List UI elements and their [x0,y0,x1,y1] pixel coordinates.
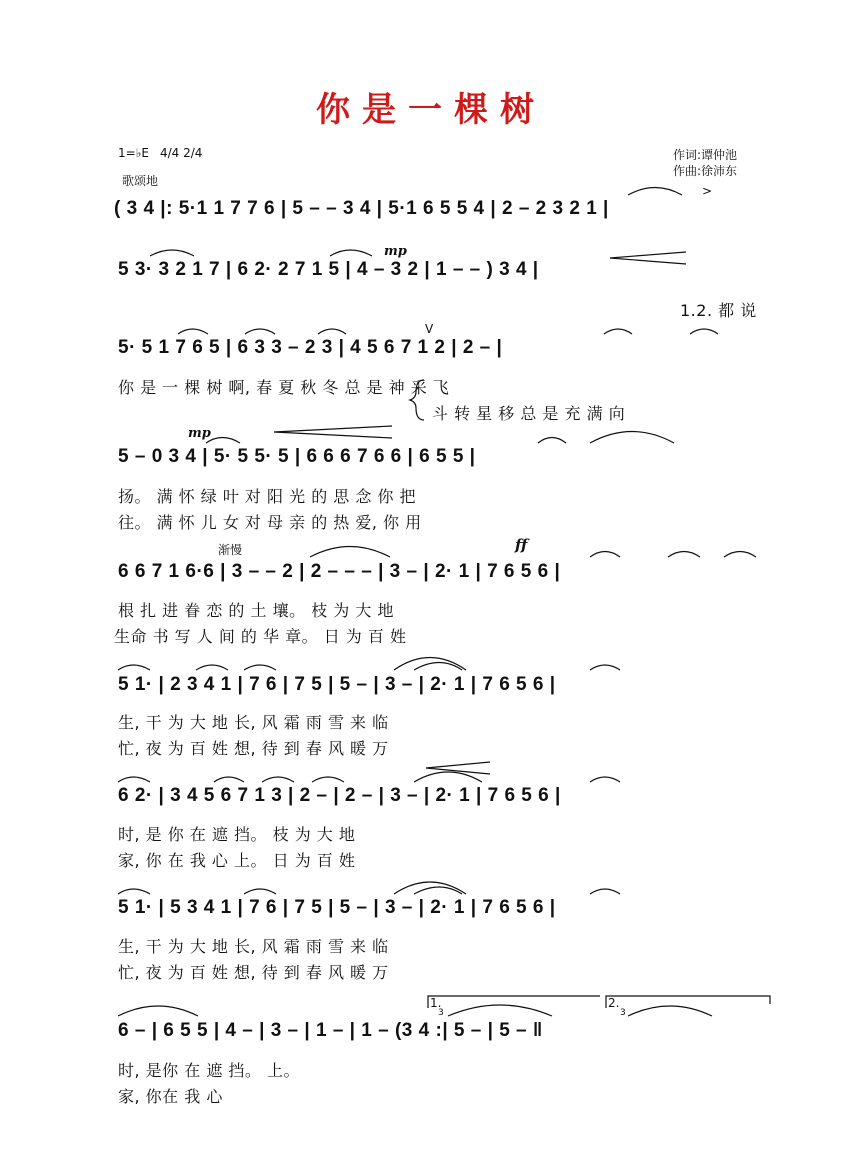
score-row-2-lyric-1: 1.2. 都 说 [680,301,757,320]
slur [310,547,390,558]
score-row-1-notes: ( 3 4 |: 5·1 1 7 7 6 | 5 – – 3 4 | 5·1 6 5 5 4 | 2 – 2 3 2 1 | [114,198,609,219]
score-row-3-lyric-1: 你 是 一 棵 树 啊, 春 夏 秋 冬 总 是 神 采 飞 [118,378,450,397]
score-row-4-notes: 5 – 0 3 4 | 5· 5 5· 5 | 6 6 6 7 6 6 | 6 5 5 | [118,446,476,467]
dynamic-ff: ff [515,536,528,554]
slur [414,663,462,671]
slur [590,777,620,782]
score-row-6-notes: 5 1· | 2 3 4 1 | 7 6 | 7 5 | 5 – | 3 – | 2· 1 | 7 6 5 6 | [118,674,556,695]
slur [318,329,346,334]
lyricist-credit: 作词:谭仲池 [673,148,738,162]
slur [330,250,372,256]
slur [604,329,632,334]
slur [118,777,150,782]
slur [690,329,718,334]
slur [724,552,756,558]
dynamic-mp-1: mp [384,244,407,259]
slur [394,882,466,894]
slur [150,250,194,256]
page-title: 你是一棵树 [316,90,546,130]
score-row-4-lyric-2: 往。 满 怀 儿 女 对 母 亲 的 热 爱, 你 用 [118,513,422,532]
breath-mark: V [425,322,434,336]
score-row-4-lyric-1: 扬。 满 怀 绿 叶 对 阳 光 的 思 念 你 把 [118,487,417,506]
volta-bracket [606,996,770,1008]
slur [394,658,466,671]
slur [244,665,276,670]
score-row-6-lyric-1: 生, 干 为 大 地 长, 风 霜 雨 雪 来 临 [118,713,389,732]
score-row-6-lyric-2: 忙, 夜 为 百 姓 想, 待 到 春 风 暖 万 [118,739,389,758]
slur [590,432,674,444]
slur [312,777,344,782]
slur [628,188,682,196]
score-row-5-lyric-2: 生命 书 写 人 间 的 华 章。 日 为 百 姓 [114,627,407,646]
score-row-5-notes: 6 6 7 1 6·6 | 3 – – 2 | 2 – – – | 3 – | 2· 1 | 7 6 5 6 | [118,561,561,582]
score-row-8-lyric-2: 忙, 夜 为 百 姓 想, 待 到 春 风 暖 万 [118,963,389,982]
hairpin [426,762,490,774]
triplet-mark-2: 3 [620,1008,626,1018]
slur [590,665,620,670]
slur [196,665,228,670]
score-row-7-lyric-2: 家, 你 在 我 心 上。 日 为 百 姓 [118,851,356,870]
accent-mark: > [702,184,713,198]
key-signature: 1=♭E [118,146,149,160]
slur [590,552,620,558]
slur [414,772,482,782]
score-row-8-notes: 5 1· | 5 3 4 1 | 7 6 | 7 5 | 5 – | 3 – | 2· 1 | 7 6 5 6 | [118,897,556,918]
volta-bracket [428,996,600,1008]
volta-2-label: 2. [608,996,620,1010]
volta-1-label: 1. [430,996,442,1010]
slur [628,1006,712,1016]
score-row-9-lyric-1: 时, 是你 在 遮 挡。 上。 [118,1061,301,1080]
slur [668,552,700,558]
slur [244,889,276,894]
slur [414,887,462,894]
score-row-7-notes: 6 2· | 3 4 5 6 7 1 3 | 2 – | 2 – | 3 – | 2· 1 | 7 6 5 6 | [118,785,561,806]
slur [118,665,150,670]
hairpin [274,426,392,438]
score-row-8-lyric-1: 生, 干 为 大 地 长, 风 霜 雨 雪 来 临 [118,937,389,956]
score-row-3-lyric-2: 斗 转 星 移 总 是 充 满 向 [432,404,626,423]
score-row-9-lyric-2: 家, 你在 我 心 [118,1087,223,1106]
style-marking: 歌颂地 [122,174,159,188]
score-row-7-lyric-1: 时, 是 你 在 遮 挡。 枝 为 大 地 [118,825,356,844]
slur [245,329,275,334]
slur [118,889,150,894]
hairpin [610,252,686,264]
score-row-5-lyric-1: 根 扎 进 眷 恋 的 土 壤。 枝 为 大 地 [118,601,394,620]
score-row-2-notes: 5 3· 3 2 1 7 | 6 2· 2 7 1 5 | 4 – 3 2 | 1 – – ) 3 4 | [118,259,539,280]
dynamic-mp-2: mp [188,426,211,441]
score-row-9-notes: 6 – | 6 5 5 | 4 – | 3 – | 1 – | 1 – (3 4 :| 5 – | 5 – ‖ [118,1020,543,1041]
slur [538,438,566,444]
slur [178,329,208,334]
slur [448,1005,552,1016]
time-signature: 4/4 2/4 [160,146,203,160]
slur [262,777,294,782]
ritardando-marking: 渐慢 [218,543,243,557]
slur [214,777,244,782]
composer-credit: 作曲:徐沛东 [673,164,738,178]
score-row-3-notes: 5· 5 1 7 6 5 | 6 3 3 – 2 3 | 4 5 6 7 1 2 | 2 – | [118,337,503,358]
slur [206,438,240,444]
slur [118,1006,198,1016]
triplet-mark-1: 3 [438,1008,444,1018]
slur [590,889,620,894]
